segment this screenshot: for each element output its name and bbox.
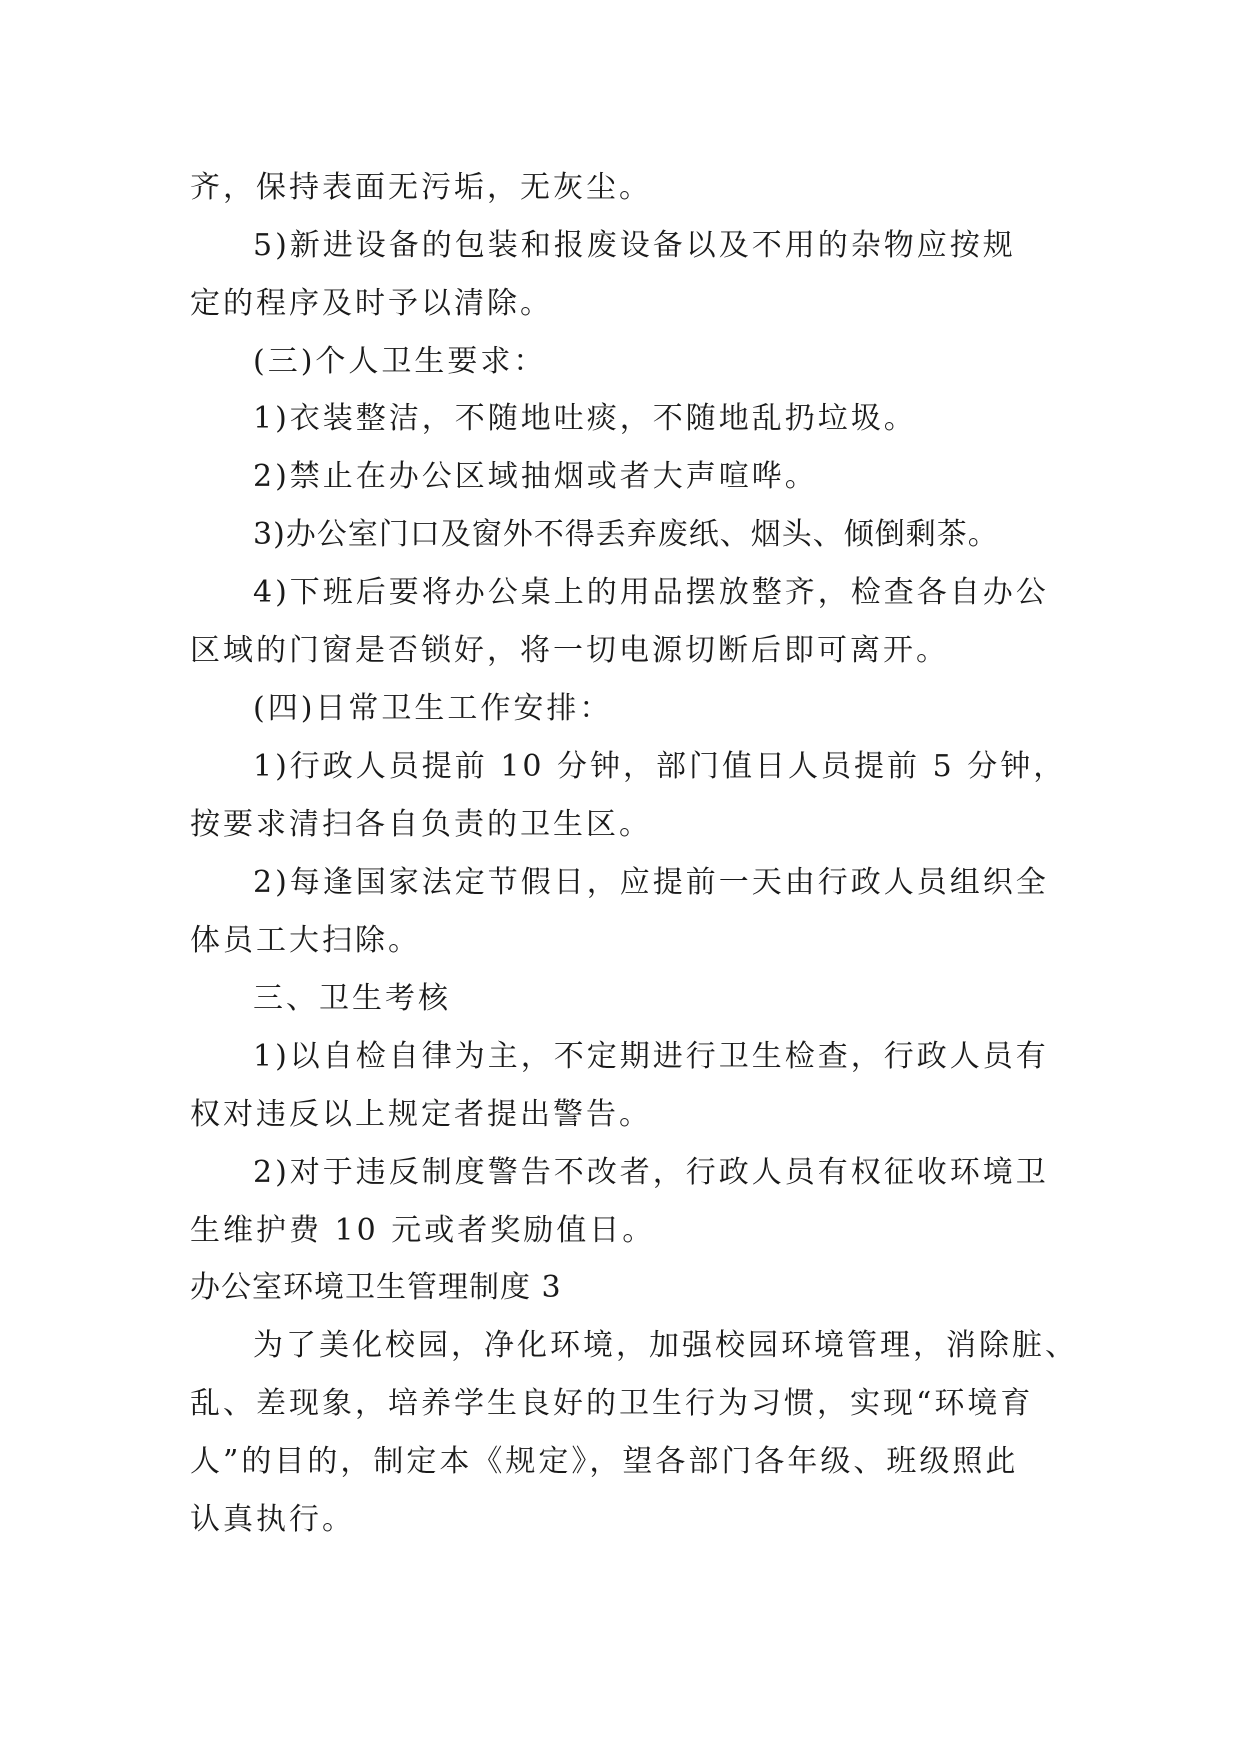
section-heading: (四)日常卫生工作安排： <box>253 691 613 726</box>
text-line: 按要求清扫各自负责的卫生区。 <box>190 807 652 842</box>
text-line: 乱、差现象，培养学生良好的卫生行为习惯，实现“环境育 <box>190 1386 1034 1421</box>
text-line: 1)以自检自律为主，不定期进行卫生检查，行政人员有 <box>253 1039 1049 1074</box>
text-line: 体员工大扫除。 <box>190 923 421 958</box>
text-line: 5)新进设备的包装和报废设备以及不用的杂物应按规 <box>253 228 1016 263</box>
text-line: 2)对于违反制度警告不改者，行政人员有权征收环境卫 <box>253 1155 1049 1190</box>
section-heading: 三、卫生考核 <box>253 981 451 1016</box>
text-line: 1)衣装整洁，不随地吐痰，不随地乱扔垃圾。 <box>253 401 917 436</box>
text-line: 4)下班后要将办公桌上的用品摆放整齐，检查各自办公 <box>253 575 1049 610</box>
text-line: 区域的门窗是否锁好，将一切电源切断后即可离开。 <box>190 633 949 668</box>
text-line: 定的程序及时予以清除。 <box>190 286 553 321</box>
text-line: 3)办公室门口及窗外不得丢弃废纸、烟头、倾倒剩茶。 <box>253 517 999 552</box>
section-heading: (三)个人卫生要求： <box>253 344 547 379</box>
text-line: 权对违反以上规定者提出警告。 <box>190 1097 652 1132</box>
text-line: 为了美化校园，净化环境，加强校园环境管理，消除脏、 <box>253 1328 1078 1363</box>
text-line: 2)每逢国家法定节假日，应提前一天由行政人员组织全 <box>253 865 1049 900</box>
document-title: 办公室环境卫生管理制度 3 <box>190 1270 562 1305</box>
text-line: 生维护费 10 元或者奖励值日。 <box>190 1213 656 1248</box>
text-line: 1)行政人员提前 10 分钟，部门值日人员提前 5 分钟， <box>253 749 1067 784</box>
text-line: 齐，保持表面无污垢，无灰尘。 <box>190 170 652 205</box>
text-line: 认真执行。 <box>190 1502 355 1537</box>
text-line: 人”的目的，制定本《规定》，望各部门各年级、班级照此 <box>190 1444 1019 1479</box>
text-line: 2)禁止在办公区域抽烟或者大声喧哗。 <box>253 459 818 494</box>
